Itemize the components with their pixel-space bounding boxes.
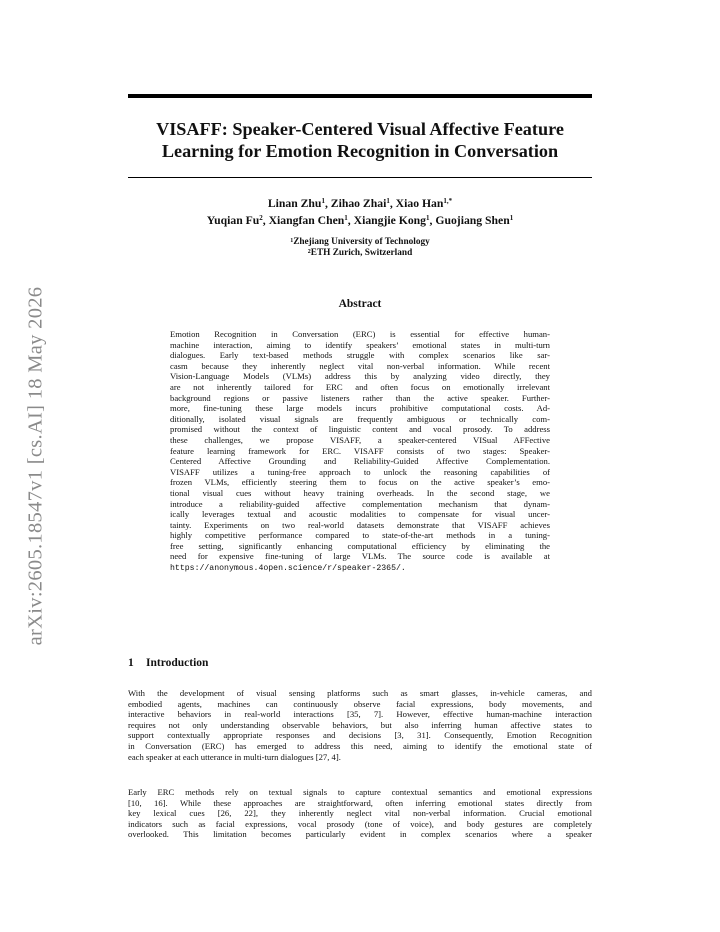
- author-name: Linan Zhu: [267, 197, 322, 210]
- author-name: Zihao Zhai: [330, 197, 387, 210]
- abstract-line: ically leverages textual and acoustic modalities to compensate for visual uncer-: [170, 509, 550, 520]
- section-heading: [128, 657, 208, 669]
- body-line: Early ERC methods rely on textual signals to capture contextual semantics and emotional expressions: [128, 787, 592, 797]
- title-line: Learning for Emotion Recognition in Conversation: [161, 141, 559, 161]
- body-line: each speaker at each utterance in multi-turn dialogues [27, 4].: [128, 751, 341, 762]
- abstract-body: [170, 329, 550, 573]
- abstract-line: frozen VLMs, efficiently steering them to focus on the active speaker’s emo-: [170, 477, 550, 488]
- body-line: in Conversation (ERC) has emerged to address this need, aiming to identify the emotional state of: [128, 740, 592, 751]
- abstract-line: Vision-Language Models (VLMs) address this by analyzing video directly, they: [170, 371, 550, 382]
- body-line: support contextually appropriate responses and decisions [3, 31]. Consequently, Emotion Recognition: [128, 730, 592, 741]
- author-line: Yuqian Fu$^2$, Xiangfan Chen$^1$, Xiangjie Kong$^1$, Guojiang Shen$^1$: [206, 214, 514, 227]
- affiliation: $^1$Zhejiang University of Technology: [290, 237, 430, 247]
- author-affil-mark: 2: [259, 214, 263, 222]
- author-affil-mark: 1: [426, 214, 430, 222]
- author-name: Yuqian Fu: [206, 214, 260, 227]
- title-line: VISAFF: Speaker-Centered Visual Affective Feature: [156, 119, 564, 139]
- body-line: With the development of visual sensing platforms such as smart glasses, in-vehicle cameras, and: [128, 688, 592, 698]
- abstract-line: free setting, significantly enhancing computational efficiency by eliminating the: [170, 540, 550, 551]
- abstract-line: background regions or passive listeners rather than the active speaker. Further-: [170, 392, 550, 403]
- body-line: [10, 16]. While these approaches are straightforward, often inferring emotional states directly from: [128, 797, 592, 808]
- abstract-line: Centered Affective Grounding and Reliability-Guided Affective Complementation.: [170, 456, 550, 467]
- section-number: 1: [128, 657, 134, 669]
- abstract-line: need for expensive fine-tuning of large VLMs. The source code is available at: [170, 551, 550, 562]
- source-code-link[interactable]: https://anonymous.4open.science/r/speaker-2365/.: [170, 564, 406, 574]
- abstract-line: promised without the context of linguistic content and vocal prosody. To address: [170, 424, 550, 435]
- author-block: [110, 195, 610, 229]
- abstract-line: introduce a reliability-guided affective complementation mechanism that dynam-: [170, 498, 550, 509]
- arxiv-watermark: arXiv:2605.18547v1 [cs.AI] 18 May 2026: [24, 286, 47, 646]
- abstract-line: ditionally, isolated visual signals are frequently ambiguous or technically com-: [170, 413, 550, 424]
- author-name: Xiangjie Kong: [353, 214, 427, 227]
- abstract-line: machine interaction, aiming to identify speakers’ emotional states in multi-turn: [170, 339, 550, 350]
- author-affil-mark: 1: [344, 214, 348, 222]
- body-line: requires not only understanding observable behaviors, but also inferring human affective states to: [128, 719, 592, 730]
- author-affil-mark: 1: [509, 214, 514, 222]
- abstract-line: dialogues. Early text-based methods struggle with complex scenarios like sar-: [170, 350, 550, 361]
- author-name: Xiangfan Chen: [268, 214, 345, 227]
- abstract-line: casm because they inherently neglect vital non-verbal information. While recent: [170, 360, 550, 371]
- author-affil-mark: 1,*: [443, 197, 453, 205]
- author-line: Linan Zhu$^1$, Zihao Zhai$^1$, Xiao Han$^{1,*}$: [267, 197, 453, 210]
- body-line: indicators such as facial expressions, vocal prosody (tone of voice), and body gestures are completely: [128, 818, 592, 829]
- title-top-rule: [128, 94, 592, 98]
- abstract-line: highly competitive performance compared to state-of-the-art methods in a tuning-: [170, 530, 550, 541]
- body-line: key lexical cues [26, 22], they inherently neglect vital non-verbal information. Crucial emotional: [128, 808, 592, 819]
- affiliation-block: [110, 237, 610, 259]
- author-affil-mark: 1: [321, 197, 325, 205]
- body-line: interactive behaviors in real-world interactions [35, 7]. However, effective human-machine interaction: [128, 709, 592, 720]
- abstract-line: tainty. Experiments on two real-world datasets demonstrate that VISAFF achieves: [170, 519, 550, 530]
- abstract-line: VISAFF utilizes a tuning-free approach to unlock the reasoning capabilities of: [170, 466, 550, 477]
- author-name: Xiao Han: [395, 197, 444, 210]
- abstract-line: these challenges, we propose VISAFF, a speaker-centered VISual AFFective: [170, 434, 550, 445]
- abstract-line: Emotion Recognition in Conversation (ERC) is essential for effective human-: [170, 329, 550, 339]
- paper-title: [120, 118, 600, 162]
- abstract-line: are not inherently tailored for ERC and often focus on emotionally irrelevant: [170, 381, 550, 392]
- body-line: embodied agents, machines can continuously observe facial expressions, body movements, and: [128, 698, 592, 709]
- section-title: Introduction: [146, 657, 209, 669]
- author-name: Guojiang Shen: [435, 214, 510, 227]
- abstract-line: more, fine-tuning these large models incurs prohibitive computational costs. Ad-: [170, 403, 550, 414]
- intro-paragraph-1: [128, 688, 592, 762]
- intro-paragraph-2: [128, 787, 592, 840]
- body-line: overlooked. This limitation becomes particularly evident in complex scenarios where a speaker: [128, 829, 592, 840]
- abstract-heading: Abstract: [338, 298, 382, 310]
- author-affil-mark: 1: [386, 197, 390, 205]
- title-bottom-rule: [128, 177, 592, 178]
- abstract-line: feature learning framework for ERC. VISAFF consists of two stages: Speaker-: [170, 445, 550, 456]
- affiliation: $^2$ETH Zurich, Switzerland: [307, 248, 413, 258]
- abstract-line: tional visual cues without heavy training overheads. In the second stage, we: [170, 487, 550, 498]
